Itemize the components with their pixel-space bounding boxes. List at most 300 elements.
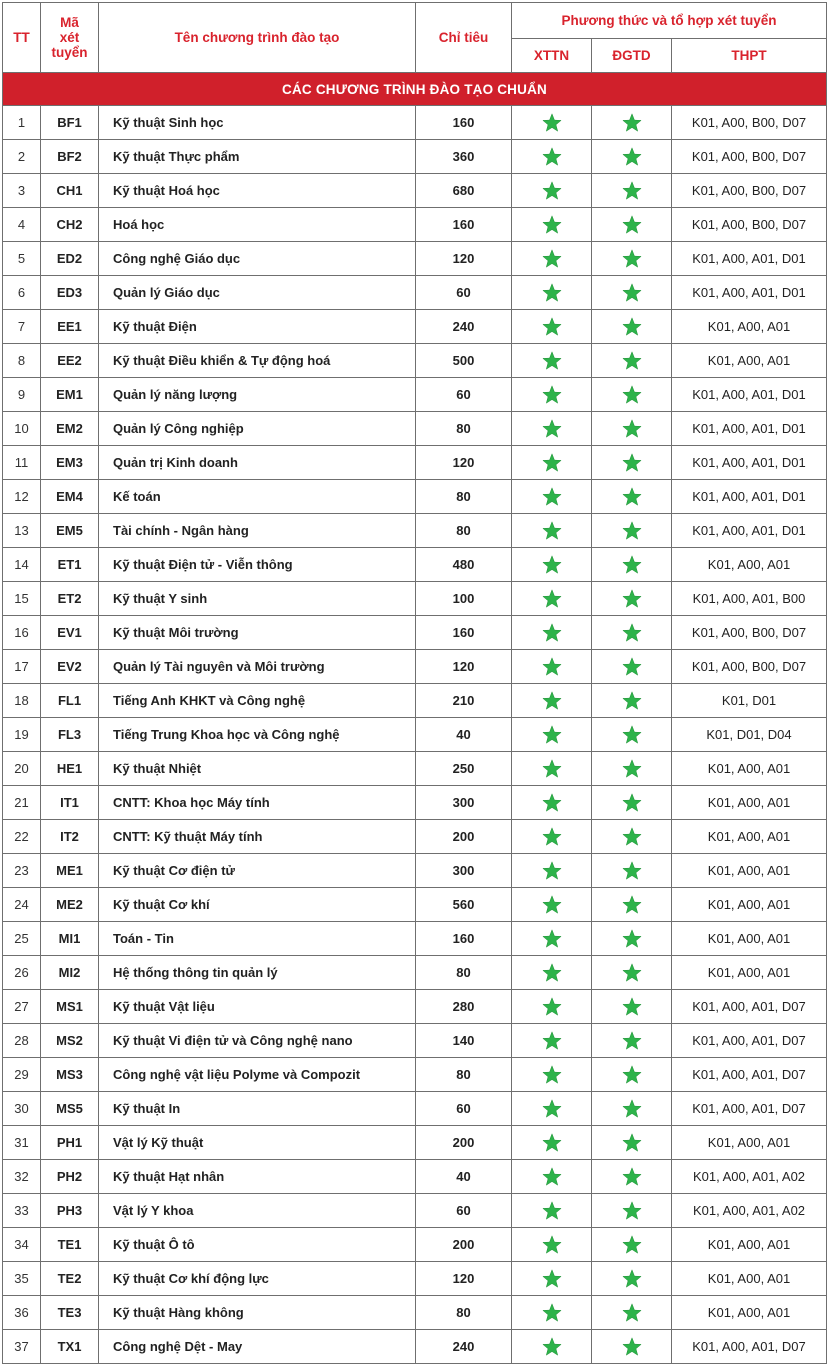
table-row xyxy=(3,956,827,990)
row-xttn xyxy=(512,1160,592,1194)
row-code: IT1 xyxy=(41,786,99,820)
table-row xyxy=(3,1024,827,1058)
row-code: MI1 xyxy=(41,922,99,956)
row-xttn xyxy=(512,718,592,752)
row-program-name: Kỹ thuật Điều khiển & Tự động hoá xyxy=(99,344,416,378)
row-code: MS1 xyxy=(41,990,99,1024)
star-icon xyxy=(622,691,642,710)
row-thpt: K01, A00, A01 xyxy=(672,1296,827,1330)
row-xttn xyxy=(512,1092,592,1126)
row-code: MS2 xyxy=(41,1024,99,1058)
row-dgtd xyxy=(592,276,672,310)
table-row xyxy=(3,820,827,854)
row-xttn xyxy=(512,786,592,820)
star-icon xyxy=(542,317,562,336)
row-xttn xyxy=(512,1330,592,1364)
header-code-line1: Mã xyxy=(60,15,79,30)
star-icon xyxy=(622,487,642,506)
table-row xyxy=(3,1058,827,1092)
row-xttn xyxy=(512,956,592,990)
row-quota: 100 xyxy=(416,582,512,616)
star-icon xyxy=(622,895,642,914)
row-xttn xyxy=(512,888,592,922)
admissions-table xyxy=(2,2,827,1364)
row-quota: 160 xyxy=(416,106,512,140)
table-row xyxy=(3,616,827,650)
row-thpt: K01, A00, B00, D07 xyxy=(672,174,827,208)
row-program-name: Kỹ thuật Cơ khí động lực xyxy=(99,1262,416,1296)
row-program-name: Công nghệ Dệt - May xyxy=(99,1330,416,1364)
row-quota: 120 xyxy=(416,446,512,480)
row-code: ED2 xyxy=(41,242,99,276)
header-dgtd: ĐGTD xyxy=(592,39,672,73)
header-thpt: THPT xyxy=(672,39,827,73)
star-icon xyxy=(622,1133,642,1152)
row-quota: 160 xyxy=(416,922,512,956)
header-xttn: XTTN xyxy=(512,39,592,73)
row-program-name: Kế toán xyxy=(99,480,416,514)
row-xttn xyxy=(512,276,592,310)
table-row xyxy=(3,310,827,344)
row-thpt: K01, A00, A01, D01 xyxy=(672,412,827,446)
row-program-name: Quản lý năng lượng xyxy=(99,378,416,412)
star-icon xyxy=(622,555,642,574)
table-row xyxy=(3,1262,827,1296)
row-program-name: Kỹ thuật Cơ khí xyxy=(99,888,416,922)
star-icon xyxy=(542,1269,562,1288)
star-icon xyxy=(542,1031,562,1050)
row-program-name: Kỹ thuật Y sinh xyxy=(99,582,416,616)
row-xttn xyxy=(512,514,592,548)
row-code: EM2 xyxy=(41,412,99,446)
row-code: MS5 xyxy=(41,1092,99,1126)
row-quota: 210 xyxy=(416,684,512,718)
row-program-name: Công nghệ vật liệu Polyme và Compozit xyxy=(99,1058,416,1092)
row-tt: 35 xyxy=(3,1262,41,1296)
row-quota: 120 xyxy=(416,1262,512,1296)
row-quota: 60 xyxy=(416,276,512,310)
row-xttn xyxy=(512,548,592,582)
table-row xyxy=(3,1296,827,1330)
star-icon xyxy=(542,725,562,744)
star-icon xyxy=(622,283,642,302)
star-icon xyxy=(542,623,562,642)
row-code: EE2 xyxy=(41,344,99,378)
row-code: EM3 xyxy=(41,446,99,480)
row-xttn xyxy=(512,1262,592,1296)
row-thpt: K01, A00, A01 xyxy=(672,548,827,582)
row-quota: 200 xyxy=(416,820,512,854)
row-tt: 8 xyxy=(3,344,41,378)
row-thpt: K01, A00, B00, D07 xyxy=(672,106,827,140)
row-quota: 560 xyxy=(416,888,512,922)
star-icon xyxy=(622,351,642,370)
row-dgtd xyxy=(592,1092,672,1126)
row-quota: 240 xyxy=(416,1330,512,1364)
table-header xyxy=(3,3,827,73)
row-program-name: Vật lý Y khoa xyxy=(99,1194,416,1228)
row-quota: 200 xyxy=(416,1228,512,1262)
row-xttn xyxy=(512,820,592,854)
table-row xyxy=(3,378,827,412)
row-xttn xyxy=(512,752,592,786)
row-program-name: Kỹ thuật Vật liệu xyxy=(99,990,416,1024)
star-icon xyxy=(622,759,642,778)
row-tt: 26 xyxy=(3,956,41,990)
table-row xyxy=(3,1092,827,1126)
row-dgtd xyxy=(592,854,672,888)
row-program-name: Kỹ thuật Ô tô xyxy=(99,1228,416,1262)
header-quota: Chỉ tiêu xyxy=(416,3,512,73)
row-program-name: Kỹ thuật In xyxy=(99,1092,416,1126)
row-dgtd xyxy=(592,1228,672,1262)
row-program-name: Kỹ thuật Hoá học xyxy=(99,174,416,208)
row-thpt: K01, A00, A01 xyxy=(672,922,827,956)
row-code: EM1 xyxy=(41,378,99,412)
star-icon xyxy=(542,555,562,574)
row-xttn xyxy=(512,1058,592,1092)
table-row xyxy=(3,582,827,616)
row-quota: 280 xyxy=(416,990,512,1024)
header-program-name: Tên chương trình đào tạo xyxy=(99,3,416,73)
row-program-name: Kỹ thuật Môi trường xyxy=(99,616,416,650)
row-xttn xyxy=(512,854,592,888)
row-quota: 80 xyxy=(416,480,512,514)
row-tt: 33 xyxy=(3,1194,41,1228)
row-quota: 120 xyxy=(416,650,512,684)
star-icon xyxy=(542,1167,562,1186)
star-icon xyxy=(542,181,562,200)
star-icon xyxy=(542,861,562,880)
star-icon xyxy=(622,1201,642,1220)
star-icon xyxy=(542,1337,562,1356)
row-tt: 25 xyxy=(3,922,41,956)
row-code: PH1 xyxy=(41,1126,99,1160)
row-xttn xyxy=(512,990,592,1024)
row-tt: 17 xyxy=(3,650,41,684)
star-icon xyxy=(542,827,562,846)
row-tt: 32 xyxy=(3,1160,41,1194)
row-quota: 360 xyxy=(416,140,512,174)
row-dgtd xyxy=(592,106,672,140)
row-code: MS3 xyxy=(41,1058,99,1092)
row-tt: 37 xyxy=(3,1330,41,1364)
row-quota: 80 xyxy=(416,956,512,990)
row-thpt: K01, A00, A01, A02 xyxy=(672,1160,827,1194)
row-xttn xyxy=(512,446,592,480)
header-tt: TT xyxy=(3,3,41,73)
row-tt: 11 xyxy=(3,446,41,480)
row-dgtd xyxy=(592,616,672,650)
row-dgtd xyxy=(592,684,672,718)
star-icon xyxy=(542,691,562,710)
star-icon xyxy=(542,589,562,608)
row-program-name: Kỹ thuật Hàng không xyxy=(99,1296,416,1330)
row-thpt: K01, A00, A01, D01 xyxy=(672,480,827,514)
row-quota: 120 xyxy=(416,242,512,276)
row-dgtd xyxy=(592,140,672,174)
row-tt: 13 xyxy=(3,514,41,548)
star-icon xyxy=(622,1031,642,1050)
star-icon xyxy=(542,657,562,676)
table-row xyxy=(3,1194,827,1228)
table-row xyxy=(3,1160,827,1194)
row-program-name: Hoá học xyxy=(99,208,416,242)
row-program-name: Kỹ thuật Vi điện tử và Công nghệ nano xyxy=(99,1024,416,1058)
row-tt: 6 xyxy=(3,276,41,310)
row-dgtd xyxy=(592,446,672,480)
row-tt: 29 xyxy=(3,1058,41,1092)
star-icon xyxy=(622,385,642,404)
row-code: EE1 xyxy=(41,310,99,344)
header-code-line2: xét tuyển xyxy=(51,30,88,60)
row-code: FL1 xyxy=(41,684,99,718)
row-xttn xyxy=(512,684,592,718)
row-thpt: K01, A00, A01, D01 xyxy=(672,378,827,412)
row-thpt: K01, A00, A01 xyxy=(672,888,827,922)
table-row xyxy=(3,140,827,174)
table-row xyxy=(3,922,827,956)
row-program-name: Toán - Tin xyxy=(99,922,416,956)
star-icon xyxy=(622,623,642,642)
star-icon xyxy=(622,317,642,336)
star-icon xyxy=(542,759,562,778)
row-quota: 80 xyxy=(416,1058,512,1092)
row-program-name: Tiếng Anh KHKT và Công nghệ xyxy=(99,684,416,718)
row-program-name: Kỹ thuật Thực phẩm xyxy=(99,140,416,174)
row-xttn xyxy=(512,310,592,344)
row-thpt: K01, A00, A01, A02 xyxy=(672,1194,827,1228)
table-row xyxy=(3,106,827,140)
star-icon xyxy=(622,725,642,744)
row-dgtd xyxy=(592,1024,672,1058)
row-dgtd xyxy=(592,242,672,276)
row-thpt: K01, A00, B00, D07 xyxy=(672,140,827,174)
row-thpt: K01, A00, A01 xyxy=(672,1228,827,1262)
row-xttn xyxy=(512,242,592,276)
row-program-name: Công nghệ Giáo dục xyxy=(99,242,416,276)
star-icon xyxy=(542,351,562,370)
star-icon xyxy=(542,215,562,234)
row-code: FL3 xyxy=(41,718,99,752)
row-dgtd xyxy=(592,718,672,752)
row-quota: 60 xyxy=(416,378,512,412)
row-dgtd xyxy=(592,786,672,820)
row-dgtd xyxy=(592,1126,672,1160)
row-code: TX1 xyxy=(41,1330,99,1364)
star-icon xyxy=(542,929,562,948)
row-code: MI2 xyxy=(41,956,99,990)
row-tt: 3 xyxy=(3,174,41,208)
row-dgtd xyxy=(592,1330,672,1364)
row-quota: 60 xyxy=(416,1194,512,1228)
row-xttn xyxy=(512,378,592,412)
row-code: TE1 xyxy=(41,1228,99,1262)
row-thpt: K01, A00, A01 xyxy=(672,786,827,820)
section-row xyxy=(3,73,827,106)
star-icon xyxy=(622,1303,642,1322)
row-code: EM5 xyxy=(41,514,99,548)
table-row xyxy=(3,786,827,820)
row-program-name: Kỹ thuật Cơ điện tử xyxy=(99,854,416,888)
star-icon xyxy=(622,215,642,234)
row-dgtd xyxy=(592,1262,672,1296)
row-xttn xyxy=(512,174,592,208)
header-methods: Phương thức và tổ hợp xét tuyển xyxy=(512,3,827,39)
table-row xyxy=(3,718,827,752)
row-tt: 12 xyxy=(3,480,41,514)
row-dgtd xyxy=(592,480,672,514)
row-tt: 24 xyxy=(3,888,41,922)
star-icon xyxy=(542,997,562,1016)
row-program-name: Kỹ thuật Sinh học xyxy=(99,106,416,140)
row-xttn xyxy=(512,582,592,616)
row-xttn xyxy=(512,650,592,684)
row-program-name: Tiếng Trung Khoa học và Công nghệ xyxy=(99,718,416,752)
row-xttn xyxy=(512,140,592,174)
row-thpt: K01, A00, A01, D01 xyxy=(672,242,827,276)
row-dgtd xyxy=(592,1194,672,1228)
table-row xyxy=(3,446,827,480)
row-dgtd xyxy=(592,548,672,582)
row-xttn xyxy=(512,208,592,242)
admissions-table-container xyxy=(2,2,826,1364)
table-row xyxy=(3,514,827,548)
star-icon xyxy=(622,1065,642,1084)
row-quota: 160 xyxy=(416,616,512,650)
star-icon xyxy=(542,1065,562,1084)
row-thpt: K01, A00, A01 xyxy=(672,1126,827,1160)
row-thpt: K01, A00, A01, D01 xyxy=(672,446,827,480)
table-row xyxy=(3,1330,827,1364)
row-tt: 1 xyxy=(3,106,41,140)
row-tt: 16 xyxy=(3,616,41,650)
star-icon xyxy=(542,113,562,132)
star-icon xyxy=(622,963,642,982)
row-thpt: K01, A00, A01 xyxy=(672,344,827,378)
row-quota: 40 xyxy=(416,1160,512,1194)
row-code: ME1 xyxy=(41,854,99,888)
row-tt: 9 xyxy=(3,378,41,412)
row-quota: 240 xyxy=(416,310,512,344)
row-code: ME2 xyxy=(41,888,99,922)
row-dgtd xyxy=(592,752,672,786)
section-title: CÁC CHƯƠNG TRÌNH ĐÀO TẠO CHUẨN xyxy=(3,73,827,106)
row-tt: 14 xyxy=(3,548,41,582)
row-quota: 60 xyxy=(416,1092,512,1126)
row-thpt: K01, A00, A01, B00 xyxy=(672,582,827,616)
row-tt: 4 xyxy=(3,208,41,242)
star-icon xyxy=(542,1099,562,1118)
table-body xyxy=(3,73,827,1364)
star-icon xyxy=(622,657,642,676)
row-quota: 80 xyxy=(416,514,512,548)
row-program-name: Quản lý Tài nguyên và Môi trường xyxy=(99,650,416,684)
row-dgtd xyxy=(592,922,672,956)
row-quota: 300 xyxy=(416,854,512,888)
star-icon xyxy=(542,793,562,812)
row-tt: 36 xyxy=(3,1296,41,1330)
star-icon xyxy=(542,487,562,506)
row-xttn xyxy=(512,1296,592,1330)
row-program-name: Vật lý Kỹ thuật xyxy=(99,1126,416,1160)
row-code: ED3 xyxy=(41,276,99,310)
star-icon xyxy=(622,589,642,608)
row-xttn xyxy=(512,412,592,446)
star-icon xyxy=(622,181,642,200)
star-icon xyxy=(622,997,642,1016)
star-icon xyxy=(542,249,562,268)
row-xttn xyxy=(512,480,592,514)
row-program-name: CNTT: Kỹ thuật Máy tính xyxy=(99,820,416,854)
row-quota: 200 xyxy=(416,1126,512,1160)
header-code xyxy=(41,3,99,73)
row-program-name: Quản trị Kinh doanh xyxy=(99,446,416,480)
star-icon xyxy=(622,1235,642,1254)
row-thpt: K01, A00, A01 xyxy=(672,1262,827,1296)
row-tt: 15 xyxy=(3,582,41,616)
table-row xyxy=(3,412,827,446)
row-thpt: K01, A00, A01, D01 xyxy=(672,276,827,310)
table-row xyxy=(3,1126,827,1160)
row-quota: 250 xyxy=(416,752,512,786)
table-row xyxy=(3,174,827,208)
star-icon xyxy=(622,1337,642,1356)
star-icon xyxy=(622,1269,642,1288)
row-dgtd xyxy=(592,956,672,990)
star-icon xyxy=(542,963,562,982)
star-icon xyxy=(622,1099,642,1118)
row-code: IT2 xyxy=(41,820,99,854)
table-row xyxy=(3,208,827,242)
row-tt: 27 xyxy=(3,990,41,1024)
row-dgtd xyxy=(592,310,672,344)
row-thpt: K01, A00, B00, D07 xyxy=(672,650,827,684)
row-thpt: K01, A00, A01, D07 xyxy=(672,1058,827,1092)
row-program-name: CNTT: Khoa học Máy tính xyxy=(99,786,416,820)
row-code: PH2 xyxy=(41,1160,99,1194)
row-tt: 22 xyxy=(3,820,41,854)
table-row xyxy=(3,854,827,888)
row-dgtd xyxy=(592,1058,672,1092)
star-icon xyxy=(622,861,642,880)
table-row xyxy=(3,888,827,922)
table-row xyxy=(3,990,827,1024)
row-tt: 31 xyxy=(3,1126,41,1160)
star-icon xyxy=(542,1133,562,1152)
star-icon xyxy=(542,385,562,404)
row-thpt: K01, A00, A01 xyxy=(672,752,827,786)
star-icon xyxy=(622,1167,642,1186)
table-row xyxy=(3,242,827,276)
star-icon xyxy=(622,147,642,166)
row-thpt: K01, D01, D04 xyxy=(672,718,827,752)
row-code: ET1 xyxy=(41,548,99,582)
row-tt: 18 xyxy=(3,684,41,718)
row-program-name: Kỹ thuật Hạt nhân xyxy=(99,1160,416,1194)
row-code: CH2 xyxy=(41,208,99,242)
row-thpt: K01, D01 xyxy=(672,684,827,718)
star-icon xyxy=(622,419,642,438)
star-icon xyxy=(622,827,642,846)
table-row xyxy=(3,276,827,310)
row-quota: 80 xyxy=(416,412,512,446)
row-dgtd xyxy=(592,582,672,616)
row-thpt: K01, A00, B00, D07 xyxy=(672,208,827,242)
row-thpt: K01, A00, A01 xyxy=(672,956,827,990)
row-dgtd xyxy=(592,990,672,1024)
row-quota: 160 xyxy=(416,208,512,242)
